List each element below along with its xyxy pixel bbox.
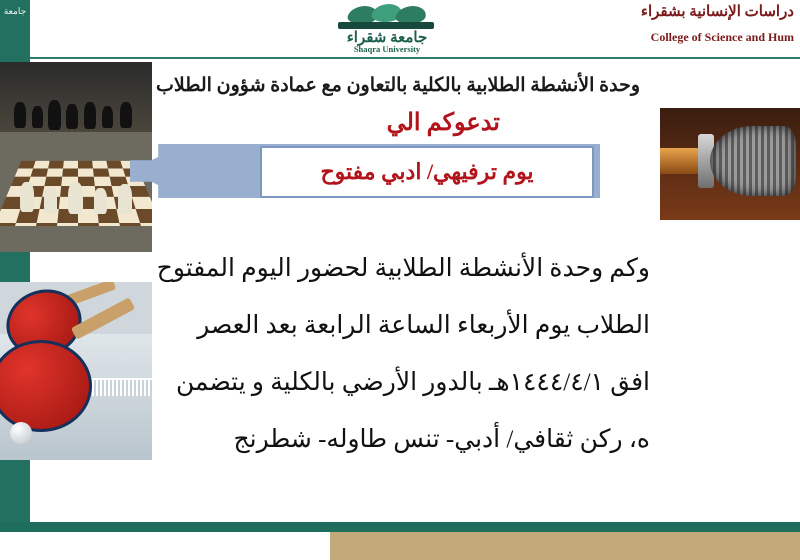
event-banner <box>130 140 600 202</box>
bottom-teal-band <box>0 522 800 532</box>
banner-title-box <box>260 146 594 198</box>
body-line-3: افق ١٤٤٤/٤/١هـ بالدور الأرضي بالكلية و يتضمن <box>176 369 650 396</box>
chess-piece <box>14 102 26 128</box>
microphone-head <box>710 126 796 196</box>
chess-piece <box>94 188 107 214</box>
body-line-2: الطلاب يوم الأربعاء الساعة الرابعة بعد العصر <box>197 312 650 339</box>
header-divider <box>30 57 800 59</box>
unit-line: وحدة الأنشطة الطلابية بالكلية بالتعاون مع عمادة شؤون الطلاب <box>156 75 640 96</box>
invite-line: تدعوكم الي <box>386 110 500 136</box>
chess-piece <box>102 106 113 128</box>
banner-arrow-tip <box>130 148 176 194</box>
university-logo <box>312 2 462 54</box>
body-line-1: وكم وحدة الأنشطة الطلابية لحضور اليوم المفتوح <box>156 255 650 282</box>
side-band-logo-label: جامعة <box>3 6 27 16</box>
body-line-4: ه، ركن ثقافي/ أدبي- تنس طاوله- شطرنج <box>233 426 650 453</box>
college-name-english: College of Science and Hum <box>650 30 794 44</box>
college-name-arabic: دراسات الإنسانية بشقراء <box>640 4 794 20</box>
university-name-english: Shaqra University <box>353 44 421 54</box>
chess-piece <box>48 100 61 130</box>
chess-piece <box>66 104 78 129</box>
chess-piece <box>84 102 96 129</box>
chess-piece <box>20 182 34 212</box>
microphone-photo <box>660 108 800 220</box>
chess-piece <box>68 182 83 214</box>
bottom-white-block <box>0 532 330 560</box>
invitation-body <box>10 240 650 468</box>
chess-piece <box>120 102 132 128</box>
chess-piece <box>32 106 43 128</box>
microphone-body <box>660 148 700 174</box>
banner-title: يوم ترفيهي/ ادبي مفتوح <box>320 159 534 184</box>
university-name-arabic: جامعة شقراء <box>346 30 428 46</box>
chess-piece <box>44 188 57 214</box>
